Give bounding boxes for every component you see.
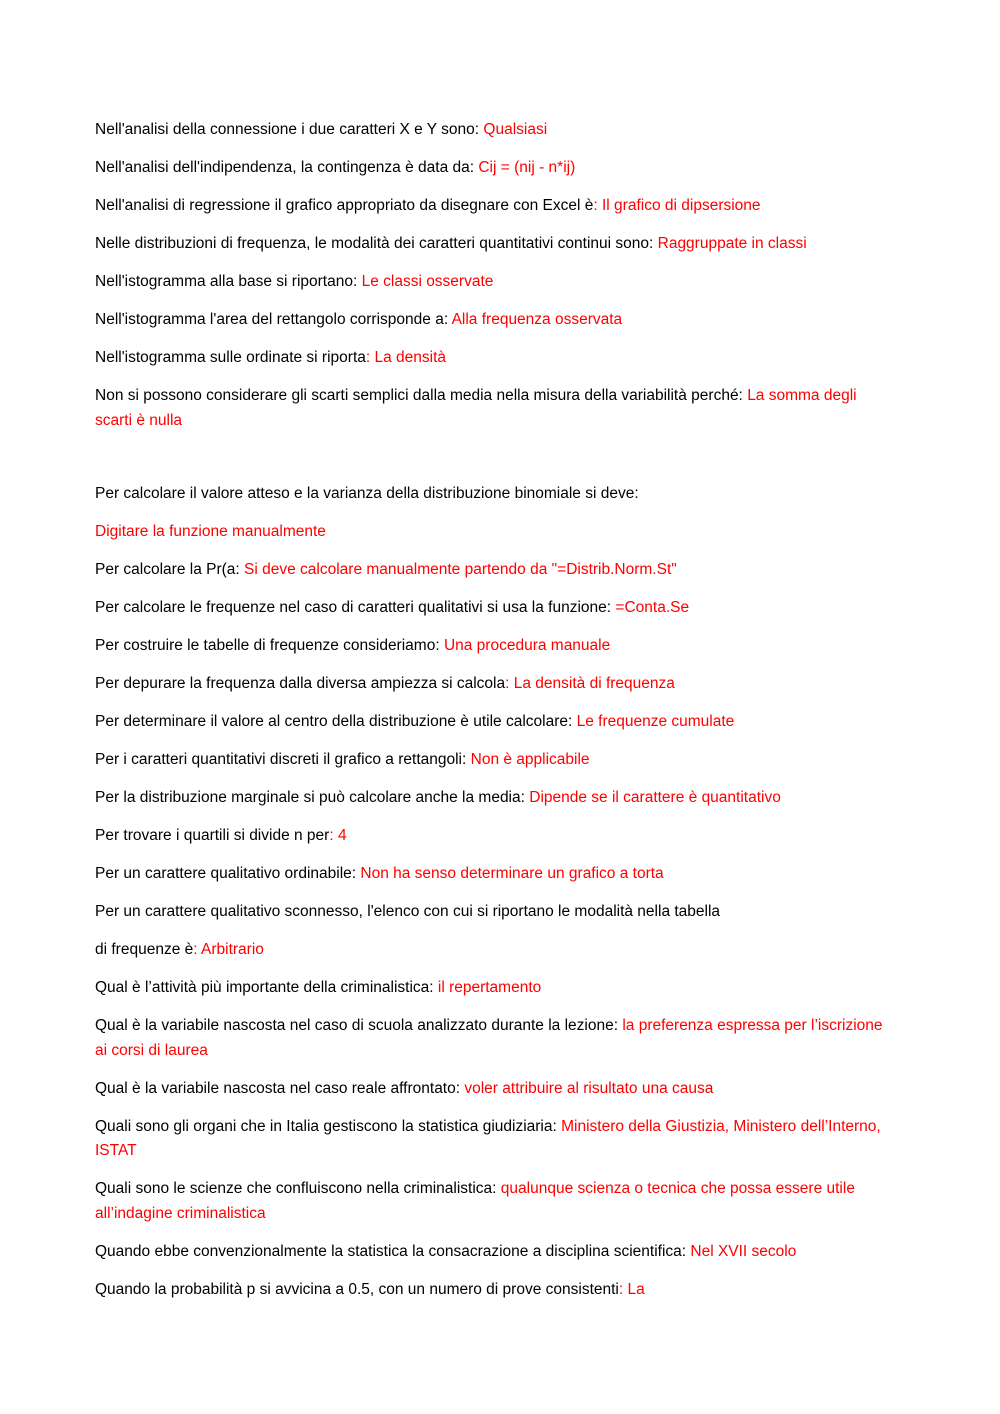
answer-text: Qualsiasi (483, 121, 548, 138)
answer-text: qualunque scienza o tecnica che possa essere utile all’indagine criminalistica (95, 1180, 855, 1222)
qa-item (95, 1115, 895, 1164)
qa-item (95, 786, 895, 811)
answer-text: : Arbitrario (193, 941, 264, 958)
answer-text: Una procedura manuale (443, 637, 611, 654)
qa-item (95, 900, 895, 925)
answer-text: voler attribuire al risultato una causa (464, 1079, 714, 1097)
question-text: Per depurare la frequenza dalla diversa ampiezza si calcola (95, 675, 506, 692)
qa-item (95, 976, 895, 1001)
qa-item (95, 482, 895, 507)
qa-item (95, 862, 895, 887)
question-text: Nell'analisi dell'indipendenza, la contingenza è data da: (95, 159, 479, 176)
question-text: Qual è la variabile nascosta nel caso reale affrontato: (95, 1079, 465, 1097)
qa-item (95, 748, 895, 773)
answer-text: La somma degli scarti è nulla (95, 387, 857, 429)
question-text: Qual è l’attività più importante della criminalistica: (95, 979, 438, 996)
question-text: Per trovare i quartili si divide n per (95, 827, 330, 844)
question-text: Quando ebbe convenzionalmente la statistica la consacrazione a disciplina scientifica: (95, 1242, 691, 1260)
qa-item (95, 710, 895, 735)
question-text: Quali sono le scienze che confluiscono nella criminalistica: (95, 1180, 501, 1197)
qa-item (95, 308, 895, 333)
question-text: Per calcolare il valore atteso e la varianza della distribuzione binomiale si deve: (95, 485, 639, 502)
qa-item (95, 156, 895, 181)
answer-text: Le frequenze cumulate (576, 713, 735, 730)
qa-item (95, 346, 895, 371)
qa-item (95, 270, 895, 295)
qa-item (95, 194, 895, 219)
answer-text: Dipende se il carattere è quantitativo (529, 789, 781, 806)
question-text: Quali sono gli organi che in Italia gestiscono la statistica giudiziaria: (95, 1117, 562, 1135)
question-text: Per un carattere qualitativo ordinabile: (95, 865, 361, 882)
answer-text: il repertamento (437, 979, 542, 996)
answer-text: : Il grafico di dipsersione (593, 197, 761, 214)
answer-text: Alla frequenza osservata (451, 311, 623, 328)
qa-item (95, 384, 895, 433)
answer-text: la preferenza espressa per l’iscrizione ai corsi di laurea (95, 1017, 883, 1059)
question-text: Per la distribuzione marginale si può calcolare anche la media: (95, 789, 530, 806)
answer-text: Raggruppate in classi (657, 235, 807, 252)
question-text: Quando la probabilità p si avvicina a 0.5, con un numero di prove consistenti (95, 1280, 619, 1298)
question-text: Qual è la variabile nascosta nel caso di scuola analizzato durante la lezione: (95, 1017, 623, 1034)
answer-text: Non ha senso determinare un grafico a torta (360, 865, 664, 882)
question-text: Per determinare il valore al centro della distribuzione è utile calcolare: (95, 713, 577, 730)
answer-text: Non è applicabile (470, 751, 590, 768)
qa-item (95, 1014, 895, 1063)
qa-item (95, 1077, 895, 1102)
qa-item (95, 672, 895, 697)
question-text: Nell'istogramma alla base si riportano: (95, 273, 362, 290)
document-page (95, 118, 895, 1316)
question-text: Per calcolare la Pr(a: (95, 561, 245, 578)
answer-text: Si deve calcolare manualmente partendo da "=Distrib.Norm.St" (244, 561, 677, 578)
question-text: Per un carattere qualitativo sconnesso, l'elenco con cui si riportano le modalità nella tabella (95, 903, 721, 920)
qa-item (95, 520, 895, 545)
answer-text: Le classi osservate (361, 273, 494, 290)
question-text: Non si possono considerare gli scarti semplici dalla media nella misura della variabilità perché: (95, 387, 748, 404)
answer-text: : La (618, 1280, 645, 1298)
qa-item (95, 634, 895, 659)
question-text: Nell'istogramma l'area del rettangolo corrisponde a: (95, 311, 452, 328)
qa-item (95, 1278, 895, 1303)
question-text: di frequenze è (95, 941, 194, 958)
qa-item (95, 938, 895, 963)
qa-item (95, 596, 895, 621)
answer-text: : La densità (365, 349, 447, 366)
qa-item (95, 558, 895, 583)
answer-text: Cij = (nij - n*ij) (478, 159, 576, 176)
answer-text: Nel XVII secolo (690, 1242, 797, 1260)
qa-item (95, 824, 895, 849)
qa-item (95, 232, 895, 257)
question-text: Nell'istogramma sulle ordinate si riporta (95, 349, 366, 366)
question-text: Per i caratteri quantitativi discreti il grafico a rettangoli: (95, 751, 471, 768)
answer-text: : La densità di frequenza (505, 675, 675, 692)
answer-text: Digitare la funzione manualmente (95, 523, 326, 540)
answer-text: =Conta.Se (615, 599, 690, 616)
answer-text: Ministero della Giustizia, Ministero dell’Interno, ISTAT (95, 1117, 881, 1159)
qa-item (95, 118, 895, 143)
question-text: Nell'analisi della connessione i due caratteri X e Y sono: (95, 121, 484, 138)
answer-text: : 4 (329, 827, 347, 844)
question-text: Per costruire le tabelle di frequenze consideriamo: (95, 637, 444, 654)
question-text: Nelle distribuzioni di frequenza, le modalità dei caratteri quantitativi continui sono: (95, 235, 658, 252)
qa-item (95, 1240, 895, 1265)
question-text: Nell'analisi di regressione il grafico appropriato da disegnare con Excel è (95, 197, 594, 214)
qa-item (95, 1177, 895, 1226)
question-text: Per calcolare le frequenze nel caso di caratteri qualitativi si usa la funzione: (95, 599, 616, 616)
